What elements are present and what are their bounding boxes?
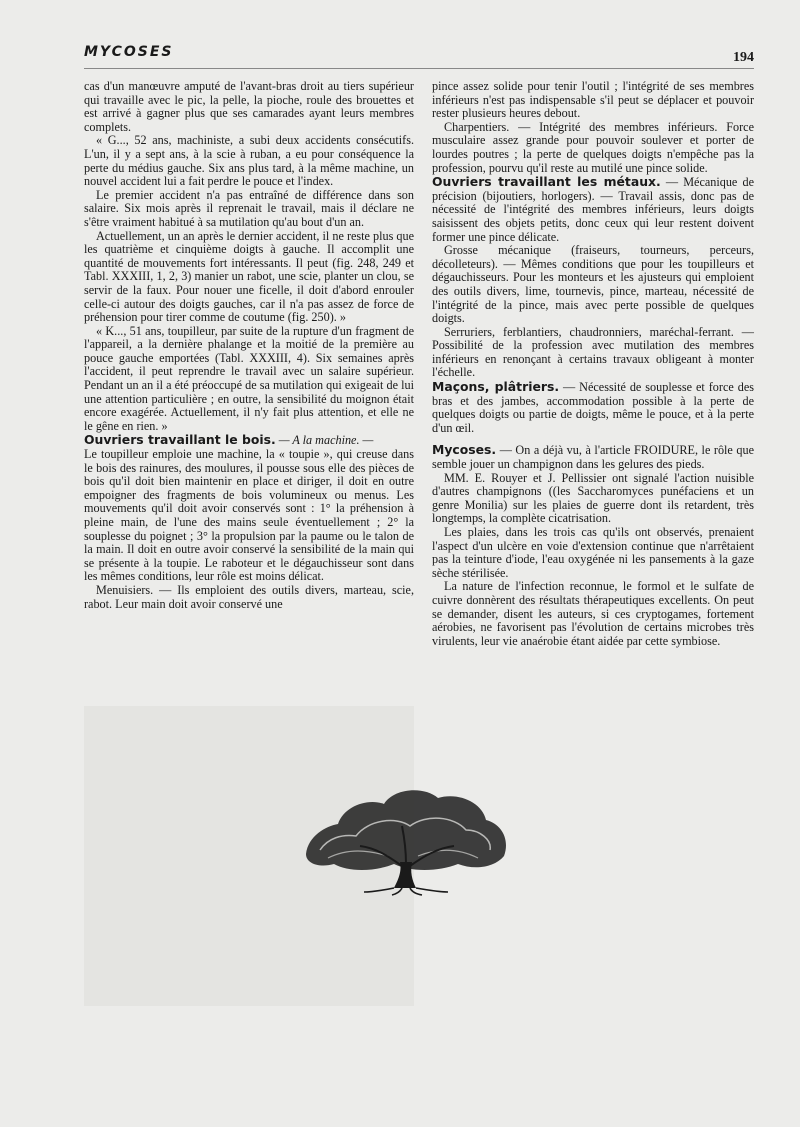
- paragraph: Charpentiers. — Intégrité des membres inférieurs. Force musculaire assez grande pour pouvoir soulever et porter de lourdes poutres ; la perte de quelques doigts n'empêche pas la profession, pourvu qu'il reste au mutilé une pince solide.: [432, 119, 754, 175]
- paragraph: Serruriers, ferblantiers, chaudronniers, maréchal-ferrant. — Possibilité de la profession avec mutilation des membres inférieurs en renonçant à certains travaux obligeant à monter l'échelle.: [432, 324, 754, 380]
- paragraph-continuation: — Mécanique de précision (bijoutiers, horlogers). — Travail assis, donc pas de nécessité de l'intégrité des membres inférieurs, leurs doigts saisissent des objets petits, donc ceux qui leur restent doivent former une pince délicate.: [432, 175, 754, 244]
- paragraph: « G..., 52 ans, machiniste, a subi deux accidents consécutifs. L'un, il y a sept ans, à la scie à ruban, a eu pour conséquence la perte du médius gauche. Six ans plus tard, à la même machine, un nouvel accident lui a fait perdre le pouce et l'index.: [84, 133, 414, 189]
- tree-vignette-icon: [298, 776, 512, 896]
- paragraph: Les plaies, dans les trois cas qu'ils ont observés, prenaient l'aspect d'un ulcère en voie d'extension continue que n'arrêtaient pas la teinture d'iode, l'eau oxygénée ni les pansements à la gaze sèche stérilisée.: [432, 525, 754, 580]
- page-number: 194: [733, 50, 754, 65]
- running-title: MYCOSES: [84, 44, 174, 60]
- paragraph: Menuisiers. — Ils emploient des outils divers, marteau, scie, rabot. Leur main doit avoir conservé une: [84, 582, 414, 611]
- paragraph-continuation: — Nécessité de souplesse et force des bras et des jambes, accommodation possible à la perte de quelques doigts ou partie de doigts, même le pouce, et à la perte d'un œil.: [432, 380, 754, 435]
- paragraph: Grosse mécanique (fraiseurs, tourneurs, perceurs, décolleteurs). — Mêmes conditions que pour les toupilleurs et dégauchisseurs. Pour les monteurs et les ajusteurs qui emploient des outils divers, lime, tournevis, pince, marteau, nécessité de l'intégrité de la pince, mais avec perte possible de quelques doigts.: [432, 243, 754, 326]
- heading-text: Mycoses.: [432, 442, 497, 458]
- paragraph: Le premier accident n'a pas entraîné de différence dans son salaire. Six mois après il reprenait le travail, mais il déclare ne s'être vraiment habitué à sa mutilation qu'au bout d'un an.: [84, 187, 414, 229]
- left-column: [84, 80, 414, 611]
- paragraph: La nature de l'infection reconnue, le formol et le sulfate de cuivre donnèrent des résultats thérapeutiques excellents. On peut se demander, disent les auteurs, si ces cryptogames, fortement aérobies, ne favorisent pas l'évolution de certains microbes très virulents, leur vie anaérobie étant aidée par cette symbiose.: [432, 579, 754, 648]
- header-rule: [84, 68, 754, 69]
- heading-text: Maçons, plâtriers.: [432, 379, 560, 395]
- heading-text: Ouvriers travaillant le bois.: [84, 432, 276, 448]
- right-column: [432, 80, 754, 648]
- paragraph: pince assez solide pour tenir l'outil ; l'intégrité de ses membres inférieurs n'est pas indispensable s'il peut se déplacer et pouvoir rester plusieurs heures debout.: [432, 79, 754, 121]
- heading-subtitle: — A la machine. —: [275, 433, 374, 448]
- paragraph: Le toupilleur emploie une machine, la « toupie », qui creuse dans le bois des rainures, des moulures, il pousse sous elle des pièces de bois qu'il doit bien maintenir en place et diriger, il doit en outre empoigner des fragments de bois volumineux ou menus. Les mouvements qu'il doit avoir conservés sont : 1° la préhension à pleine main, de l'une des mains seule éventuellement ; 2° la souplesse du poignet ; 3° la propulsion par la paume ou le talon de la main. Il doit en outre avoir conservé la sensibilité de la main qui se présente à la toupie. Le raboteur et le dégauchisseur sont dans les mêmes conditions, leur rôle est moins délicat.: [84, 447, 414, 584]
- paragraph: « K..., 51 ans, toupilleur, par suite de la rupture d'un fragment de l'appareil, a la dernière phalange et la moitié de la première au pouce gauche emportées (Tabl. XXXIII, 4). Six semaines après l'accident, il peut reprendre le travail avec un salaire supérieur. Pendant un an il a été préoccupé de sa mutilation qui exigeait de lui une attention particulière ; en outre, la sensibilité du moignon était encore exagérée. Actuellement, il n'y fait plus attention, et elle ne le gêne en rien. »: [84, 323, 414, 433]
- paragraph: Actuellement, un an après le dernier accident, il ne reste plus que les quatrième et cinquième doigts à gauche. Il accomplit une quantité de mouvements fort intéressants. Il peut (fig. 248, 249 et Tabl. XXXIII, 1, 2, 3) manier un rabot, une scie, planter un clou, se servir de la faux. Pour nouer une ficelle, il doit d'abord enrouler celle-ci autour des doigts gauches, car il n'a pas assez de force de préhension pour tirer comme de coutume (fig. 250). »: [84, 228, 414, 325]
- paragraph: cas d'un manœuvre amputé de l'avant-bras droit au tiers supérieur qui travaille avec le pic, la pelle, la pioche, roule des brouettes et est arrivé à gagner plus que ses camarades ayant leurs membres complets.: [84, 79, 414, 134]
- paragraph-continuation: — On a déjà vu, à l'article FROIDURE, le rôle que semble jouer un champignon dans les gelures des pieds.: [432, 443, 754, 472]
- paragraph: MM. E. Rouyer et J. Pellissier ont signalé l'action nuisible d'autres champignons ((les Saccharomyces punéfaciens et un genre Monilia) sur les plaies de guerre dont ils retardent, très longtemps, la complète cicatrisation.: [432, 470, 754, 526]
- heading-text: Ouvriers travaillant les métaux.: [432, 174, 661, 190]
